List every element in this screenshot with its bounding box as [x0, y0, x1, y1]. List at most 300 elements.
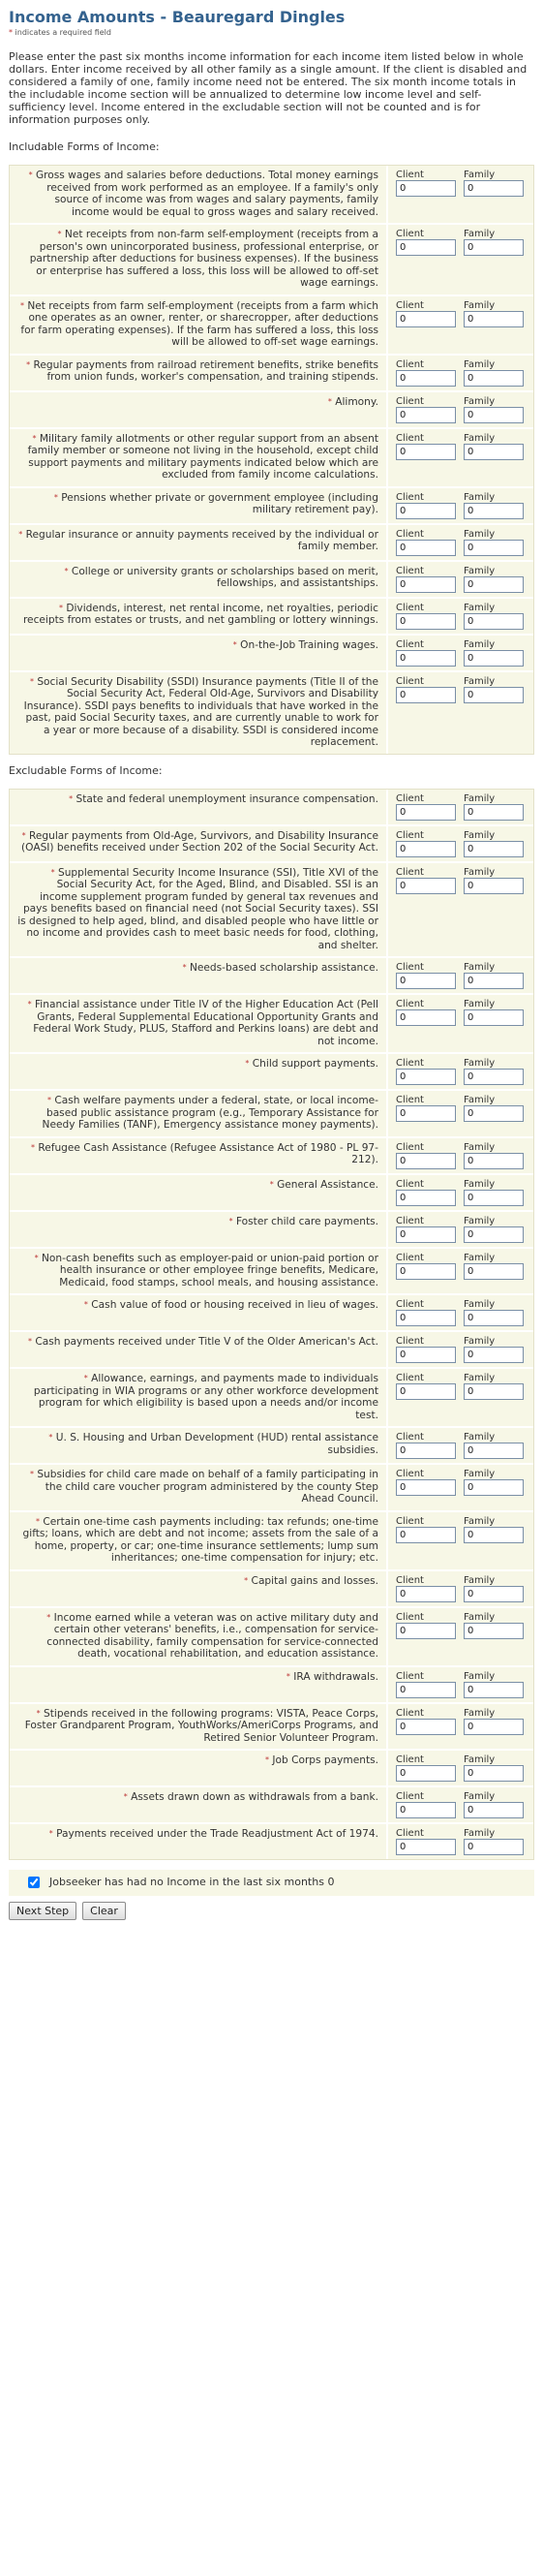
client-label: Client	[396, 1432, 424, 1443]
income-item-label: Financial assistance under Title IV of the Higher Education Act (Pell Grants, Federal Supplemental Educational Opportunity Grants and Federal Work Study, PLUS, Stafford and Perkins loans) are debt and not income.	[33, 999, 378, 1047]
family-field-group	[464, 396, 524, 423]
no-income-checkbox[interactable]	[28, 1877, 40, 1888]
excludable-section-title: Excludable Forms of Income:	[9, 763, 163, 777]
client-amount-input[interactable]	[396, 1527, 456, 1543]
income-item-label: Regular payments from Old-Age, Survivors, and Disability Insurance (OASI) benefits received under Section 202 of the Social Security Act.	[21, 829, 378, 853]
client-field-group	[396, 1612, 456, 1661]
required-marker: *	[64, 566, 69, 575]
income-amount-fields	[388, 826, 533, 861]
required-marker: *	[53, 492, 58, 502]
income-item-description	[10, 1824, 388, 1859]
income-amount-fields	[388, 429, 533, 486]
income-item-description	[10, 958, 388, 993]
family-label: Family	[464, 866, 496, 878]
client-amount-input[interactable]	[396, 804, 456, 821]
client-amount-input[interactable]	[396, 1105, 456, 1122]
income-item-description	[10, 166, 388, 223]
income-item-label: Cash value of food or housing received in lieu of wages.	[91, 1299, 378, 1311]
income-amount-fields	[388, 296, 533, 354]
family-amount-input[interactable]	[464, 841, 524, 857]
income-amount-fields	[388, 1704, 533, 1750]
income-item-description	[10, 1465, 388, 1510]
family-label: Family	[464, 829, 496, 841]
required-marker: *	[36, 1708, 41, 1718]
family-amount-input[interactable]	[464, 311, 524, 327]
family-amount-input[interactable]	[464, 1226, 524, 1243]
family-amount-input[interactable]	[464, 687, 524, 703]
excludable-income-row	[10, 1667, 533, 1704]
income-amount-fields	[388, 672, 533, 754]
income-item-label: Stipends received in the following programs: VISTA, Peace Corps, Foster Grandparent Program, YouthWorks/AmeriCorps Programs, and Retired Senior Volunteer Program.	[24, 1707, 378, 1744]
client-amount-input[interactable]	[396, 650, 456, 667]
required-marker: *	[48, 1829, 53, 1838]
client-amount-input[interactable]	[396, 576, 456, 593]
client-field-group	[396, 1791, 456, 1818]
family-label: Family	[464, 358, 496, 370]
family-field-group	[464, 639, 524, 667]
includable-income-row	[10, 392, 533, 429]
client-field-group	[396, 1575, 456, 1602]
income-item-label: IRA withdrawals.	[293, 1670, 378, 1683]
family-amount-input[interactable]	[464, 1443, 524, 1459]
required-marker: *	[27, 1337, 32, 1346]
income-item-label: Capital gains and losses.	[251, 1574, 378, 1587]
income-item-label: Needs-based scholarship assistance.	[189, 962, 378, 974]
includable-income-row	[10, 525, 533, 562]
includable-income-row	[10, 599, 533, 636]
excludable-income-row	[10, 1175, 533, 1212]
includable-section-title: Includable Forms of Income:	[9, 140, 160, 153]
family-label: Family	[464, 1611, 496, 1623]
income-amount-fields	[388, 1369, 533, 1426]
income-item-label: Alimony.	[335, 395, 378, 408]
excludable-income-row	[10, 1512, 533, 1571]
client-field-group	[396, 1469, 456, 1506]
client-amount-input[interactable]	[396, 1190, 456, 1206]
client-amount-input[interactable]	[396, 444, 456, 460]
income-item-description	[10, 562, 388, 597]
family-label: Family	[464, 1828, 496, 1839]
client-amount-input[interactable]	[396, 1310, 456, 1326]
family-label: Family	[464, 1707, 496, 1719]
family-field-group	[464, 999, 524, 1048]
income-item-description	[10, 1512, 388, 1569]
income-item-label: Supplemental Security Income Insurance (SSI), Title XVI of the Social Security Act, for the Aged, Blind, and Disabled. SSI is an income supplement program funded by general tax revenues and pays benefits based on financial need (not Social Security taxes). SSI is designed to help aged, blind, and disabled people who have little or no income and provides cash to meet basic needs for food, clothing, and shelter.	[17, 866, 378, 951]
includable-income-row	[10, 296, 533, 356]
client-field-group	[396, 566, 456, 593]
income-item-label: Job Corps payments.	[272, 1754, 378, 1766]
client-label: Client	[396, 1373, 424, 1383]
client-label: Client	[396, 565, 424, 576]
client-amount-input[interactable]	[396, 370, 456, 387]
family-label: Family	[464, 1373, 496, 1383]
required-marker: *	[19, 300, 24, 310]
family-label: Family	[464, 962, 496, 973]
family-amount-input[interactable]	[464, 1623, 524, 1639]
required-marker: *	[83, 1300, 88, 1309]
client-amount-input[interactable]	[396, 1586, 456, 1602]
client-amount-input[interactable]	[396, 1153, 456, 1169]
income-item-description	[10, 1138, 388, 1173]
income-item-label: U. S. Housing and Urban Development (HUD) rental assistance subsidies.	[55, 1432, 378, 1456]
family-label: Family	[464, 1215, 496, 1226]
family-field-group	[464, 1336, 524, 1363]
family-amount-input[interactable]	[464, 239, 524, 256]
family-label: Family	[464, 1791, 496, 1802]
family-label: Family	[464, 432, 496, 444]
client-field-group	[396, 1216, 456, 1243]
income-item-label: Subsidies for child care made on behalf of a family participating in the child care voucher program administered by the county Step Ahead Council.	[37, 1469, 378, 1505]
family-amount-input[interactable]	[464, 1383, 524, 1400]
instructions: Please enter the past six months income information for each income item listed below in whole dollars. Enter income received by all other family as a single amount. If the client is disabled and considered a family of one, family income need not be entered. The six month income totals in the includable income section will be annualized to determine low income level and self-sufficiency level. Income entered in the excludable section will not be counted and is for information purposes only.	[9, 50, 528, 126]
excludable-income-row	[10, 1249, 533, 1296]
client-label: Client	[396, 1670, 424, 1682]
family-field-group	[464, 603, 524, 630]
client-label: Client	[396, 528, 424, 540]
family-field-group	[464, 1299, 524, 1326]
family-amount-input[interactable]	[464, 180, 524, 197]
family-label: Family	[464, 1095, 496, 1105]
client-amount-input[interactable]	[396, 1347, 456, 1363]
client-field-group	[396, 962, 456, 989]
family-amount-input[interactable]	[464, 1190, 524, 1206]
client-label: Client	[396, 1252, 424, 1263]
income-item-label: General Assistance.	[277, 1178, 378, 1191]
family-field-group	[464, 1575, 524, 1602]
next-step-button[interactable]: Next Step	[9, 1902, 76, 1920]
income-item-description	[10, 1249, 388, 1294]
family-label: Family	[464, 1432, 496, 1443]
family-amount-input[interactable]	[464, 1347, 524, 1363]
client-field-group	[396, 1516, 456, 1566]
income-amount-fields	[388, 1465, 533, 1510]
client-label: Client	[396, 1469, 424, 1479]
client-label: Client	[396, 491, 424, 503]
client-field-group	[396, 793, 456, 821]
income-amount-fields	[388, 1608, 533, 1665]
income-item-label: Regular insurance or annuity payments received by the individual or family member.	[25, 528, 378, 552]
family-label: Family	[464, 491, 496, 503]
required-marker: *	[269, 1179, 274, 1189]
client-field-group	[396, 1373, 456, 1422]
client-label: Client	[396, 829, 424, 841]
family-label: Family	[464, 675, 496, 687]
client-amount-input[interactable]	[396, 613, 456, 630]
family-amount-input[interactable]	[464, 1719, 524, 1735]
family-field-group	[464, 229, 524, 291]
required-marker: *	[26, 359, 31, 369]
family-amount-input[interactable]	[464, 1586, 524, 1602]
income-amount-fields	[388, 166, 533, 223]
income-amount-fields	[388, 1054, 533, 1089]
family-field-group	[464, 793, 524, 821]
income-amount-fields	[388, 1295, 533, 1330]
required-marker: *	[245, 1059, 250, 1068]
client-field-group	[396, 359, 456, 387]
family-field-group	[464, 1373, 524, 1422]
income-amount-fields	[388, 225, 533, 295]
client-amount-input[interactable]	[396, 687, 456, 703]
client-amount-input[interactable]	[396, 1069, 456, 1085]
income-amount-fields	[388, 1571, 533, 1606]
client-field-group	[396, 1142, 456, 1169]
no-income-row	[9, 1870, 534, 1896]
income-item-label: Cash welfare payments under a federal, state, or local income-based public assistance program (e.g., Temporary Assistance for Needy Families (TANF), Emergency assistance money payments).	[42, 1095, 378, 1131]
income-amount-fields	[388, 863, 533, 957]
required-marker: *	[34, 1253, 39, 1262]
client-amount-input[interactable]	[396, 180, 456, 197]
family-amount-input[interactable]	[464, 407, 524, 423]
client-field-group	[396, 229, 456, 291]
client-amount-input[interactable]	[396, 878, 456, 894]
family-amount-input[interactable]	[464, 1682, 524, 1698]
family-amount-input[interactable]	[464, 1479, 524, 1496]
income-item-description	[10, 356, 388, 390]
page-title: Income Amounts - Beauregard Dingles	[9, 8, 346, 26]
required-marker: *	[265, 1755, 269, 1764]
includable-income-table	[9, 165, 534, 755]
client-field-group	[396, 1299, 456, 1326]
client-field-group	[396, 300, 456, 350]
client-field-group	[396, 433, 456, 482]
family-amount-input[interactable]	[464, 804, 524, 821]
family-field-group	[464, 1432, 524, 1459]
family-label: Family	[464, 565, 496, 576]
income-item-label: Income earned while a veteran was on active military duty and certain other veterans' benefits, i.e., compensation for service-connected disability, family compensation for service-connected death, vocational rehabilitation, and education assistance.	[46, 1611, 378, 1660]
income-item-label: On-the-Job Training wages.	[240, 638, 378, 651]
family-label: Family	[464, 1058, 496, 1069]
family-field-group	[464, 1469, 524, 1506]
family-field-group	[464, 1754, 524, 1782]
client-field-group	[396, 999, 456, 1048]
income-item-description	[10, 392, 388, 427]
income-item-description	[10, 1428, 388, 1463]
income-item-description	[10, 863, 388, 957]
family-field-group	[464, 830, 524, 857]
family-label: Family	[464, 1515, 496, 1527]
family-field-group	[464, 1216, 524, 1243]
income-item-label: Allowance, earnings, and payments made to individuals participating in WIA programs or any other workforce development program for which eligibility is based upon a needs and/or income test.	[33, 1373, 378, 1421]
client-amount-input[interactable]	[396, 540, 456, 556]
client-field-group	[396, 1754, 456, 1782]
income-amount-fields	[388, 995, 533, 1052]
family-amount-input[interactable]	[464, 1009, 524, 1026]
family-label: Family	[464, 999, 496, 1009]
client-label: Client	[396, 1058, 424, 1069]
family-field-group	[464, 300, 524, 350]
income-amount-fields	[388, 958, 533, 993]
income-item-label: Certain one-time cash payments including: tax refunds; one-time gifts; loans, which are debt and not income; assets from the sale of a home, property, or car; one-time insurance settlements; lump sum inheritances; one-time compensation for injury; etc.	[22, 1515, 378, 1564]
client-amount-input[interactable]	[396, 1682, 456, 1698]
client-label: Client	[396, 229, 424, 239]
family-amount-input[interactable]	[464, 1263, 524, 1280]
includable-income-row	[10, 636, 533, 672]
family-field-group	[464, 1253, 524, 1290]
client-amount-input[interactable]	[396, 1765, 456, 1782]
action-buttons	[9, 1902, 534, 1920]
excludable-income-row	[10, 1465, 533, 1512]
client-amount-input[interactable]	[396, 503, 456, 519]
client-amount-input[interactable]	[396, 1623, 456, 1639]
income-amount-fields	[388, 1091, 533, 1136]
excludable-income-table	[9, 789, 534, 1861]
family-amount-input[interactable]	[464, 540, 524, 556]
client-label: Client	[396, 866, 424, 878]
required-marker: *	[58, 603, 63, 612]
family-amount-input[interactable]	[464, 1802, 524, 1818]
income-item-description	[10, 599, 388, 634]
income-item-description	[10, 1571, 388, 1606]
income-item-label: Pensions whether private or government employee (including military retirement pay).	[61, 491, 378, 515]
family-amount-input[interactable]	[464, 973, 524, 989]
family-field-group	[464, 1095, 524, 1133]
client-amount-input[interactable]	[396, 1263, 456, 1280]
income-item-description	[10, 1175, 388, 1210]
family-amount-input[interactable]	[464, 503, 524, 519]
required-field-note	[9, 28, 534, 37]
excludable-income-row	[10, 958, 533, 995]
family-amount-input[interactable]	[464, 1153, 524, 1169]
family-amount-input[interactable]	[464, 576, 524, 593]
family-amount-input[interactable]	[464, 650, 524, 667]
excludable-income-row	[10, 995, 533, 1054]
no-income-label: Jobseeker has had no Income in the last six months	[49, 1876, 324, 1888]
income-item-description	[10, 296, 388, 354]
client-amount-input[interactable]	[396, 1719, 456, 1735]
family-amount-input[interactable]	[464, 613, 524, 630]
family-amount-input[interactable]	[464, 1069, 524, 1085]
required-marker: *	[35, 1516, 40, 1526]
excludable-income-row	[10, 1787, 533, 1824]
client-label: Client	[396, 962, 424, 973]
income-item-description	[10, 1608, 388, 1665]
family-amount-input[interactable]	[464, 1527, 524, 1543]
excludable-income-row	[10, 1295, 533, 1332]
client-label: Client	[396, 1574, 424, 1586]
family-field-group	[464, 1828, 524, 1855]
family-amount-input[interactable]	[464, 444, 524, 460]
family-amount-input[interactable]	[464, 1839, 524, 1855]
family-field-group	[464, 962, 524, 989]
family-label: Family	[464, 1336, 496, 1347]
income-item-description	[10, 1332, 388, 1367]
income-item-label: Child support payments.	[252, 1058, 378, 1070]
required-marker: *	[228, 1216, 233, 1226]
client-field-group	[396, 1336, 456, 1363]
family-label: Family	[464, 1299, 496, 1310]
family-amount-input[interactable]	[464, 1765, 524, 1782]
client-label: Client	[396, 675, 424, 687]
family-field-group	[464, 676, 524, 750]
income-item-description	[10, 1751, 388, 1785]
client-amount-input[interactable]	[396, 1839, 456, 1855]
family-label: Family	[464, 1754, 496, 1765]
family-field-group	[464, 1058, 524, 1085]
required-marker: *	[18, 529, 23, 539]
income-item-description	[10, 1295, 388, 1330]
income-item-label: Military family allotments or other regular support from an absent family member or someone not living in the household, except child support payments and military payments indicated below which are excluded from family income calculations.	[27, 432, 378, 481]
clear-button[interactable]: Clear	[82, 1902, 126, 1920]
excludable-income-row	[10, 1428, 533, 1465]
required-marker: *	[232, 639, 237, 649]
required-marker: *	[48, 1433, 53, 1442]
client-field-group	[396, 676, 456, 750]
client-amount-input[interactable]	[396, 1443, 456, 1459]
income-item-label: Social Security Disability (SSDI) Insurance payments (Title II of the Social Security Act, Federal Old-Age, Survivors and Disability Insurance). SSDI pays benefits to individuals that have worked in the past, paid Social Security taxes, and are currently unable to work for a year or more because of a disability. SSDI is considered income replacement.	[23, 675, 378, 748]
family-label: Family	[464, 638, 496, 650]
client-amount-input[interactable]	[396, 1009, 456, 1026]
income-item-label: Dividends, interest, net rental income, net royalties, periodic receipts from estates or trusts, and net gambling or lottery winnings.	[22, 602, 378, 626]
client-label: Client	[396, 1515, 424, 1527]
income-item-description	[10, 1054, 388, 1089]
family-amount-input[interactable]	[464, 1310, 524, 1326]
client-amount-input[interactable]	[396, 1383, 456, 1400]
includable-income-row	[10, 429, 533, 488]
client-amount-input[interactable]	[396, 973, 456, 989]
family-field-group	[464, 867, 524, 953]
income-item-description	[10, 1704, 388, 1750]
income-amount-fields	[388, 1249, 533, 1294]
client-field-group	[396, 1058, 456, 1085]
family-label: Family	[464, 299, 496, 311]
family-label: Family	[464, 1574, 496, 1586]
client-label: Client	[396, 1754, 424, 1765]
family-amount-input[interactable]	[464, 370, 524, 387]
required-marker: *	[182, 963, 187, 972]
client-label: Client	[396, 1707, 424, 1719]
income-item-label: Foster child care payments.	[235, 1215, 378, 1227]
required-marker: *	[29, 1470, 34, 1478]
excludable-income-row	[10, 790, 533, 826]
excludable-income-row	[10, 1138, 533, 1175]
client-label: Client	[396, 432, 424, 444]
income-amount-fields	[388, 1138, 533, 1173]
client-amount-input[interactable]	[396, 1226, 456, 1243]
excludable-income-row	[10, 1824, 533, 1859]
income-amount-fields	[388, 562, 533, 597]
family-field-group	[464, 170, 524, 219]
income-item-description	[10, 672, 388, 754]
excludable-income-row	[10, 826, 533, 863]
client-amount-input[interactable]	[396, 841, 456, 857]
family-field-group	[464, 1516, 524, 1566]
required-marker: *	[57, 230, 62, 238]
includable-income-row	[10, 356, 533, 392]
client-field-group	[396, 492, 456, 519]
income-item-description	[10, 488, 388, 523]
client-amount-input[interactable]	[396, 1479, 456, 1496]
client-amount-input[interactable]	[396, 311, 456, 327]
family-amount-input[interactable]	[464, 878, 524, 894]
income-item-description	[10, 1212, 388, 1247]
client-field-group	[396, 1253, 456, 1290]
required-note-text: indicates a required field	[15, 28, 111, 37]
client-amount-input[interactable]	[396, 1802, 456, 1818]
client-label: Client	[396, 358, 424, 370]
client-amount-input[interactable]	[396, 239, 456, 256]
income-amount-fields	[388, 1212, 533, 1247]
client-label: Client	[396, 299, 424, 311]
includable-income-row	[10, 562, 533, 599]
client-amount-input[interactable]	[396, 407, 456, 423]
includable-income-row	[10, 672, 533, 754]
required-marker: *	[83, 1374, 88, 1382]
income-amount-fields	[388, 392, 533, 427]
family-label: Family	[464, 602, 496, 613]
family-field-group	[464, 1791, 524, 1818]
family-amount-input[interactable]	[464, 1105, 524, 1122]
client-field-group	[396, 529, 456, 556]
